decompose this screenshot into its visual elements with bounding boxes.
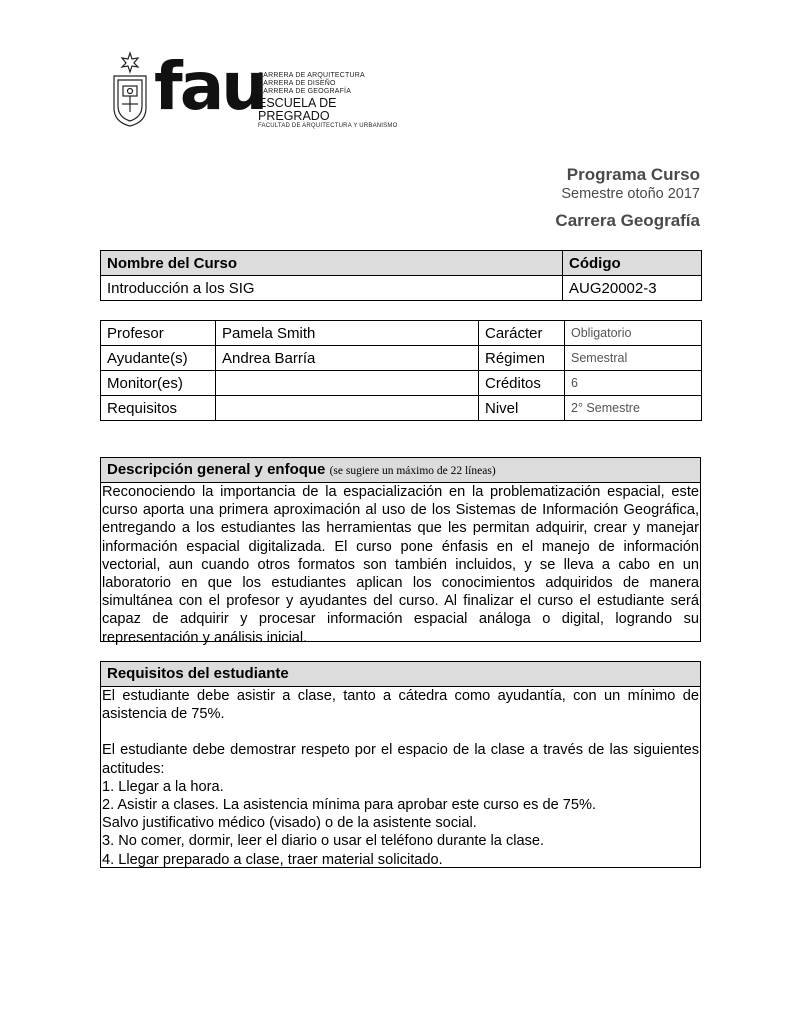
logo-text [258, 72, 408, 130]
requirements-header [101, 662, 700, 687]
description-section [100, 457, 701, 646]
regime-label: Régimen [479, 346, 565, 371]
character-value: Obligatorio [565, 321, 702, 346]
logo-line-escuela: ESCUELA DE PREGRADO [258, 96, 337, 123]
list-item: 4. Llegar preparado a clase, traer material solicitado. [102, 851, 443, 868]
list-item: 3. No comer, dormir, leer el diario o usar el teléfono durante la clase. [102, 833, 545, 850]
list-item: 1. Llegar a la hora. [102, 778, 224, 795]
semester-label: Semestre otoño 2017 [561, 186, 700, 202]
table-row [101, 321, 702, 346]
credits-value: 6 [565, 371, 702, 396]
description-header [101, 458, 700, 483]
page-title: Programa Curso [566, 165, 700, 184]
course-name-header: Nombre del Curso [101, 251, 563, 276]
monitor-label: Monitor(es) [101, 371, 216, 396]
requirements-body [101, 687, 700, 869]
university-crest-icon [108, 50, 152, 128]
career-label: Carrera Geografía [555, 211, 700, 230]
requirements-paragraph: El estudiante debe demostrar respeto por el espacio de la clase a través de las siguientes actitudes: [102, 742, 699, 777]
table-row [101, 371, 702, 396]
requisites-value [216, 396, 479, 421]
level-label: Nivel [479, 396, 565, 421]
credits-label: Créditos [479, 371, 565, 396]
requirements-paragraph: El estudiante debe asistir a clase, tanto a cátedra como ayudantía, con un mínimo de asistencia de 75%. [102, 688, 699, 723]
course-code-header: Código [563, 251, 702, 276]
course-name: Introducción a los SIG [101, 276, 563, 301]
course-table-header [101, 251, 702, 276]
assistant-value: Andrea Barría [216, 346, 479, 371]
logo-line-diseno: CARRERA DE DISEÑO [258, 80, 336, 87]
table-row [101, 396, 702, 421]
course-info-table [100, 320, 702, 421]
level-value: 2° Semestre [565, 396, 702, 421]
requisites-label: Requisitos [101, 396, 216, 421]
monitor-value [216, 371, 479, 396]
assistant-label: Ayudante(s) [101, 346, 216, 371]
list-item: Salvo justificativo médico (visado) o de la asistente social. [102, 815, 477, 832]
course-table [100, 250, 702, 301]
table-row [101, 346, 702, 371]
logo-line-geografia: CARRERA DE GEOGRAFÍA [258, 88, 352, 95]
requirements-section [100, 661, 701, 868]
requirements-heading: Requisitos del estudiante [107, 665, 289, 682]
character-label: Carácter [479, 321, 565, 346]
professor-value: Pamela Smith [216, 321, 479, 346]
regime-value: Semestral [565, 346, 702, 371]
logo-line-arquitectura: CARRERA DE ARQUITECTURA [258, 72, 365, 79]
list-item: 2. Asistir a clases. La asistencia mínima para aprobar este curso es de 75%. [102, 797, 596, 814]
course-table-row [101, 276, 702, 301]
description-text: Reconociendo la importancia de la espacialización en la problematización espacial, este curso aporta una primera aproximación al uso de los Sistemas de Información Geográfica, entregando a los estudiantes las herramientas que les permitan adquirir, crear y manejar información espacial digitalizada. El curso pone énfasis en el manejo de información vectorial, aun cuando otros formatos son también incluidos, y se lleva a cabo en un laboratorio en que los estudiantes aplican los conocimientos adquiridos de manera simultánea con el profesor y ayudantes del curso. Al finalizar el curso el estudiante será capaz de adquirir y procesar información espacial análoga o digital, logrando su representación y análisis inicial. [102, 484, 699, 646]
course-code: AUG20002-3 [563, 276, 702, 301]
logo-wordmark: fau [154, 48, 266, 125]
description-note: (se sugiere un máximo de 22 líneas) [329, 465, 496, 477]
professor-label: Profesor [101, 321, 216, 346]
description-heading: Descripción general y enfoque [107, 461, 326, 478]
logo-line-facultad: FACULTAD DE ARQUITECTURA Y URBANISMO [258, 123, 398, 129]
fau-logo [108, 50, 408, 130]
